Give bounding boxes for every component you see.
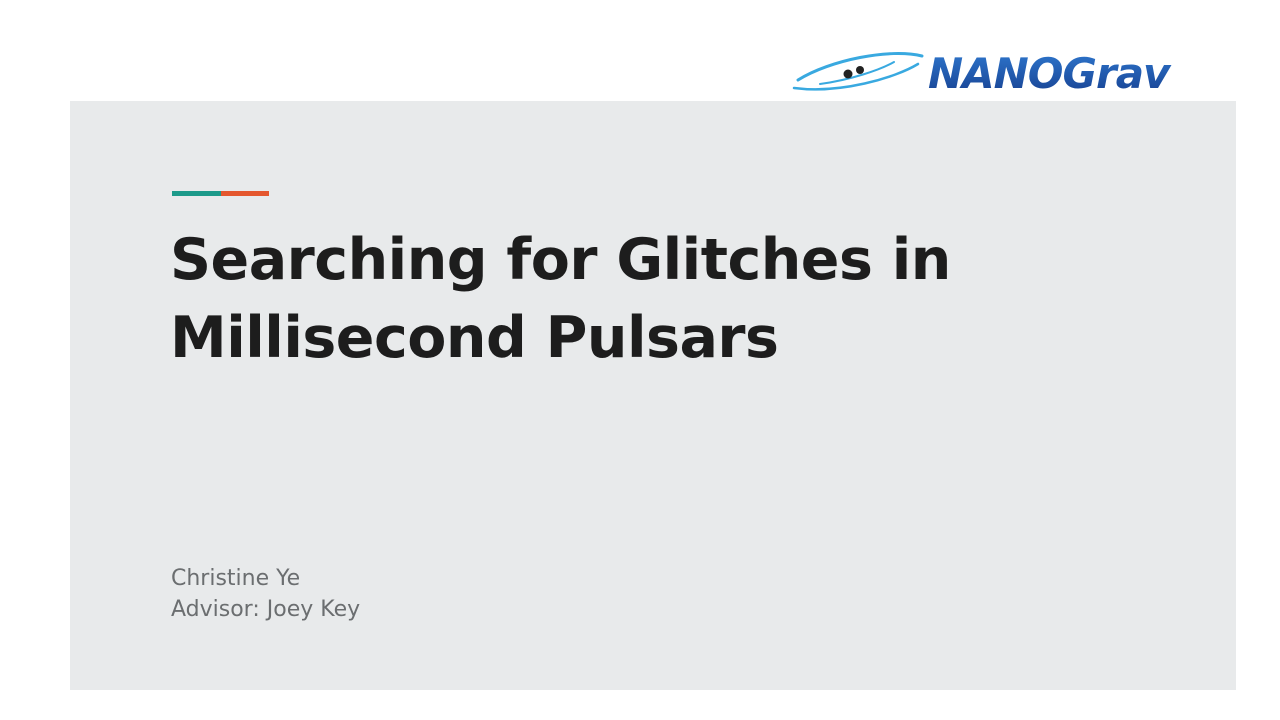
accent-bar-teal [172, 191, 221, 196]
advisor-name: Advisor: Joey Key [171, 597, 361, 622]
slide-title-line-2: Millisecond Pulsars [170, 305, 779, 371]
pulsar-dot-left [844, 70, 853, 79]
nanograv-wordmark: NANOGrav [928, 49, 1170, 98]
nanograv-logo [790, 40, 1240, 100]
author-name: Christine Ye [171, 566, 301, 591]
title-slide [70, 101, 1236, 690]
nanograv-logo-graphic [790, 40, 1240, 100]
accent-bar-orange [221, 191, 269, 196]
author-block [171, 563, 360, 625]
accent-bar [172, 191, 269, 196]
slide-title [170, 221, 1070, 377]
slide-title-line-1: Searching for Glitches in [170, 227, 951, 293]
pulsar-dot-right [856, 66, 864, 74]
